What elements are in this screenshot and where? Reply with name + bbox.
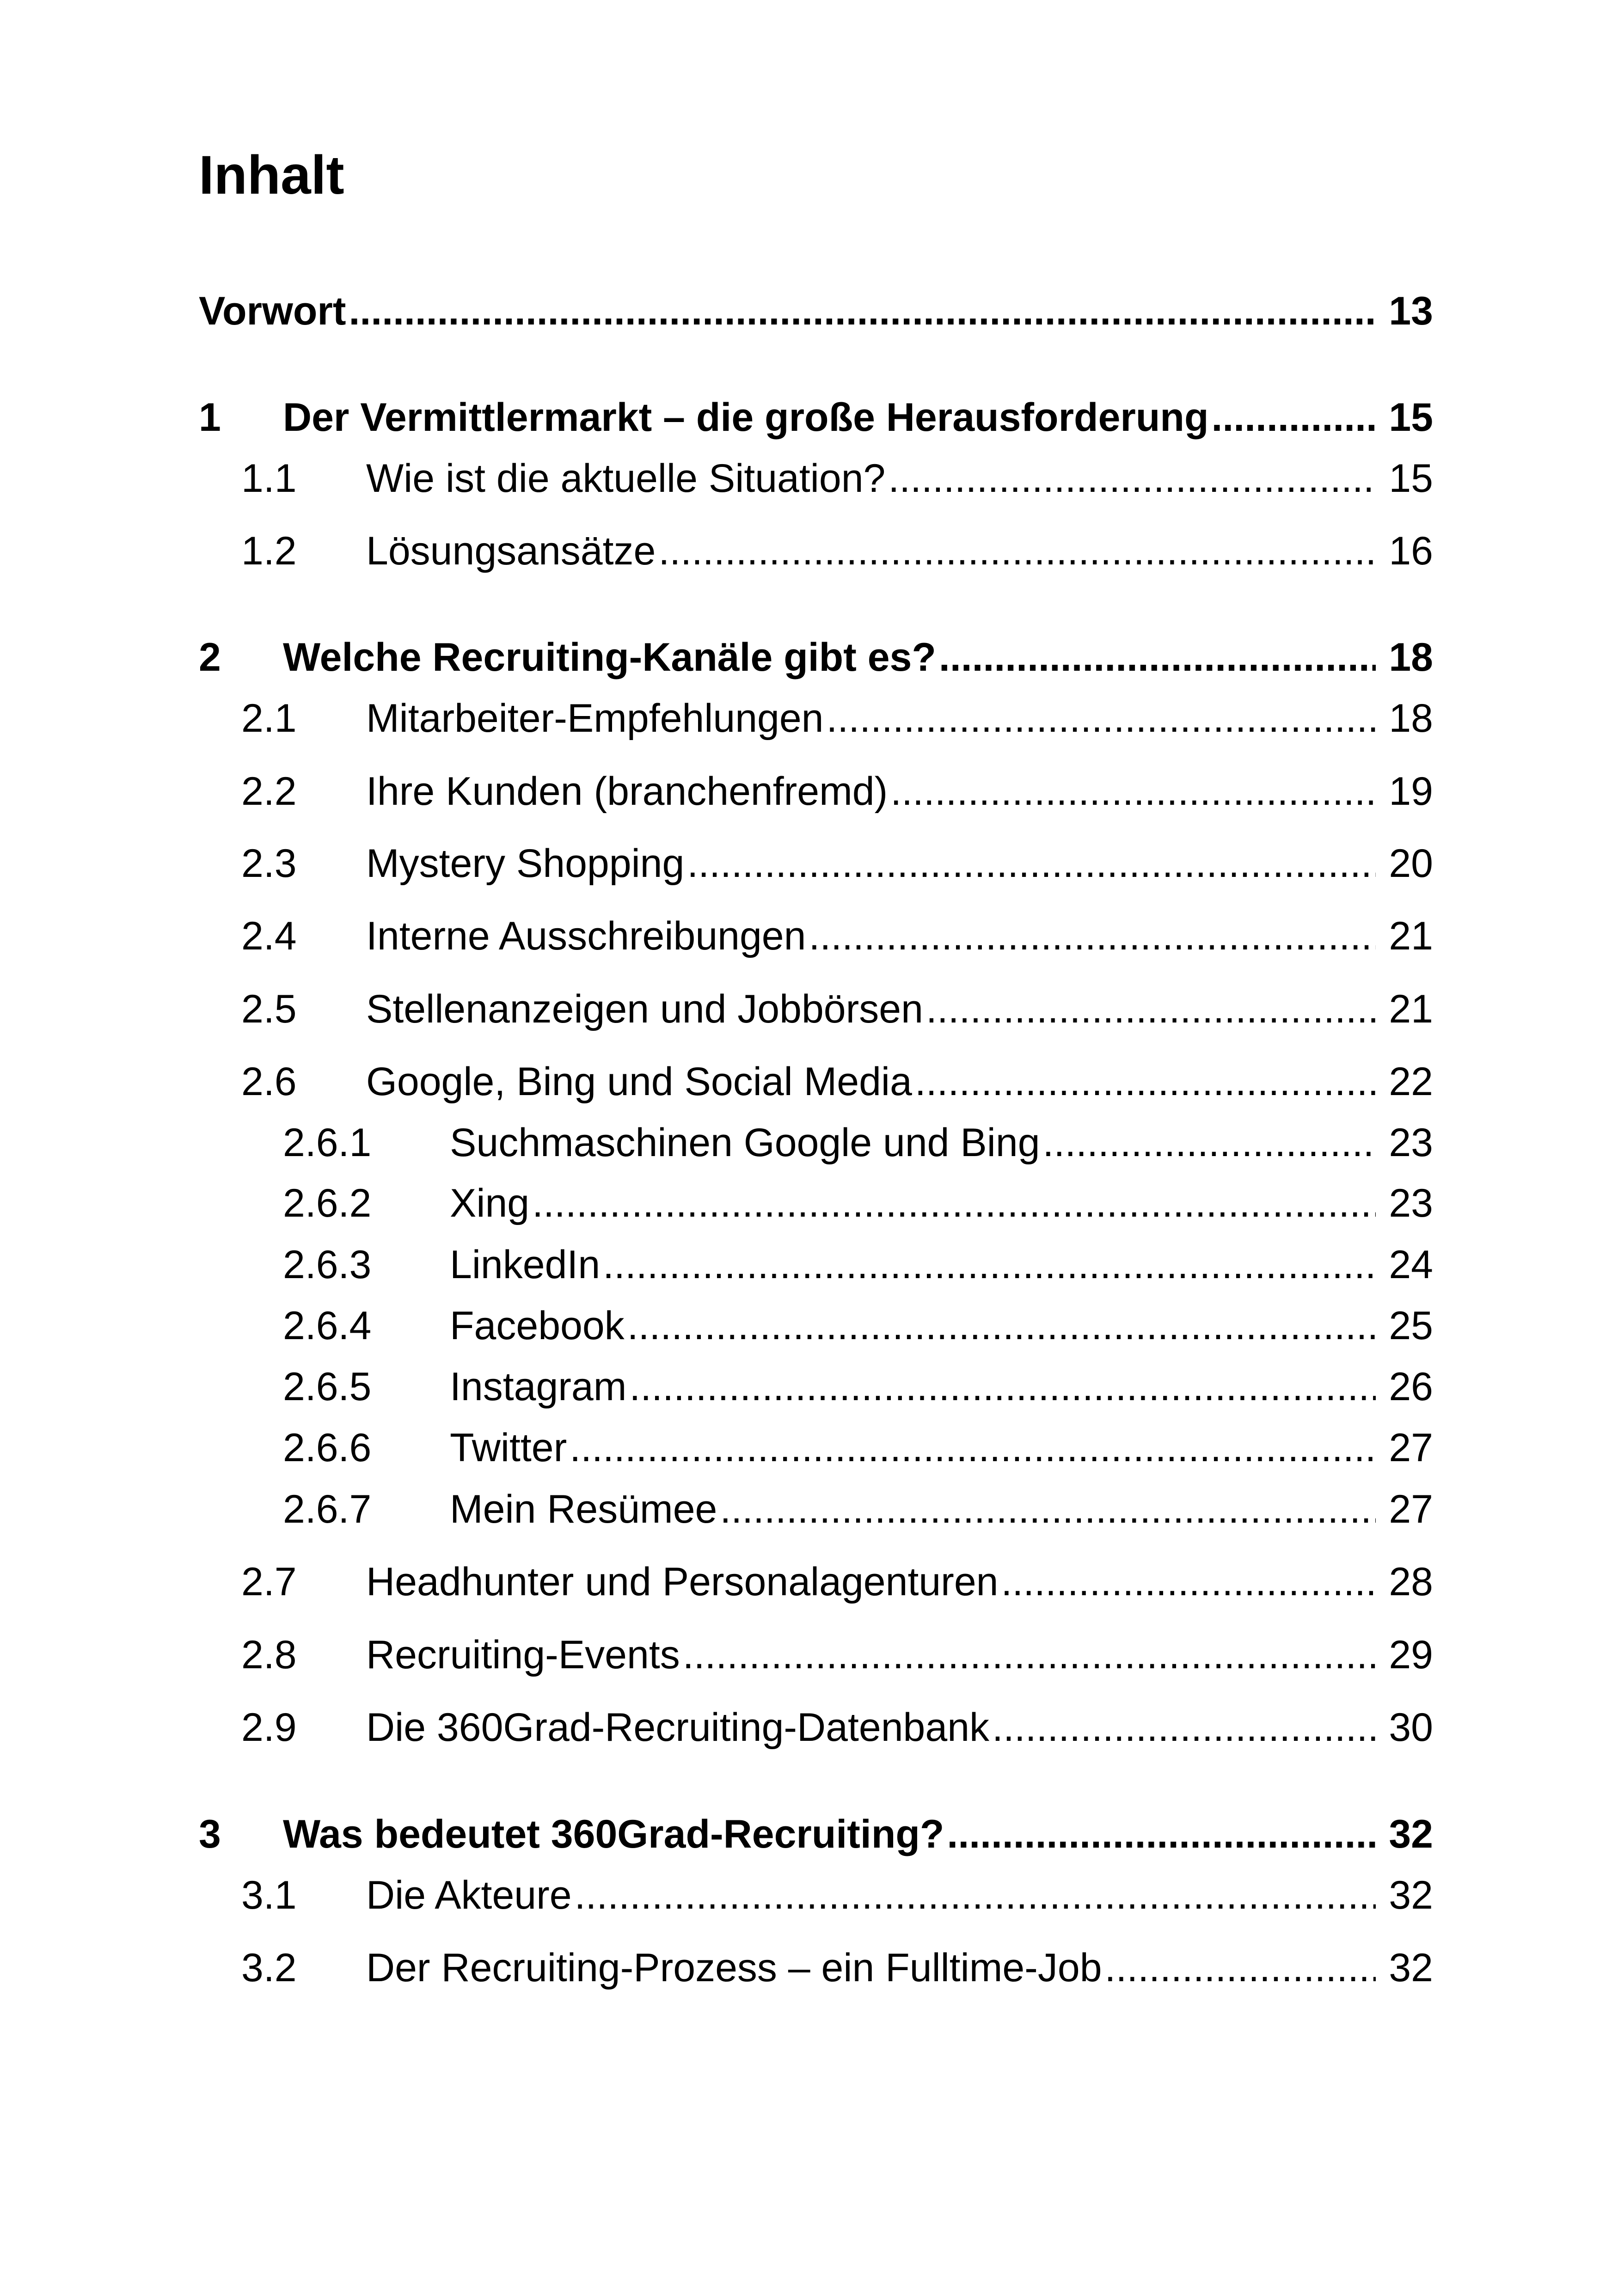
- toc-entry-number: 2: [199, 635, 221, 680]
- toc-page-number: 16: [1389, 529, 1433, 573]
- toc-entry-label: Wie ist die aktuelle Situation?: [366, 456, 886, 501]
- toc-entry-line: [450, 1176, 1433, 1231]
- toc-entry-label: Mystery Shopping: [366, 841, 685, 886]
- toc-page-number: 25: [1389, 1304, 1433, 1348]
- toc-entry-label: Stellenanzeigen und Jobbörsen: [366, 987, 923, 1031]
- toc-page-number: 15: [1389, 395, 1433, 440]
- toc-page-number: 23: [1389, 1181, 1433, 1225]
- toc-entry-number: 2.6.6: [283, 1426, 372, 1470]
- toc-entry-number: 1.2: [241, 529, 297, 573]
- toc-page-number: 19: [1389, 769, 1433, 814]
- toc-entry-line: [283, 630, 1433, 685]
- toc-entry-label: Google, Bing und Social Media: [366, 1059, 912, 1104]
- dot-leader: [890, 764, 1376, 819]
- toc-entry-number: 2.6.5: [283, 1365, 372, 1409]
- toc-entry-line: [283, 1806, 1433, 1862]
- toc-subsection-2-6-7: [0, 1482, 1618, 1537]
- toc-entry-number: 2.6.7: [283, 1487, 372, 1531]
- toc-page-number: 21: [1389, 914, 1433, 958]
- toc-entry-number: 2.6.2: [283, 1181, 372, 1225]
- toc-entry-vorwort: [0, 283, 1618, 339]
- toc-entry-number: 2.7: [241, 1560, 297, 1604]
- toc-entry-number: 2.6.3: [283, 1243, 372, 1287]
- toc-entry-label: Der Recruiting-Prozess – ein Fulltime-Job: [366, 1946, 1102, 1990]
- toc-entry-line: [450, 1359, 1433, 1414]
- toc-entry-number: 2.5: [241, 987, 297, 1031]
- toc-entry-number: 2.1: [241, 696, 297, 741]
- dot-leader: [683, 1627, 1376, 1683]
- dot-leader: [1043, 1115, 1376, 1170]
- toc-section-2-6: [0, 1054, 1618, 1109]
- toc-section-2-8: [0, 1627, 1618, 1683]
- toc-section-2-2: [0, 764, 1618, 819]
- toc-page-number: 18: [1389, 696, 1433, 741]
- toc-entry-line: [199, 283, 1433, 339]
- toc-entry-label: Der Vermittlermarkt – die große Herausforderung: [283, 395, 1209, 440]
- toc-section-2-3: [0, 836, 1618, 891]
- toc-page-number: 32: [1389, 1812, 1433, 1856]
- toc-page-number: 30: [1389, 1705, 1433, 1750]
- toc-subsection-2-6-6: [0, 1420, 1618, 1476]
- toc-entry-line: [366, 1054, 1433, 1109]
- dot-leader: [1001, 1554, 1376, 1610]
- toc-section-3-1: [0, 1867, 1618, 1923]
- toc-page-number: 32: [1389, 1873, 1433, 1917]
- toc-chapter-1: [0, 390, 1618, 445]
- toc-entry-line: [450, 1115, 1433, 1170]
- toc-entry-line: [366, 908, 1433, 964]
- toc-entry-line: [366, 691, 1433, 746]
- toc-entry-label: Lösungsansätze: [366, 529, 656, 573]
- toc-entry-label: Welche Recruiting-Kanäle gibt es?: [283, 635, 936, 680]
- toc-entry-number: 2.6.1: [283, 1120, 372, 1165]
- toc-entry-line: [366, 836, 1433, 891]
- toc-entry-label: LinkedIn: [450, 1243, 601, 1287]
- dot-leader: [629, 1359, 1376, 1414]
- toc-chapter-3: [0, 1806, 1618, 1862]
- dot-leader: [926, 981, 1376, 1037]
- dot-leader: [532, 1176, 1376, 1231]
- toc-entry-line: [450, 1482, 1433, 1537]
- toc-section-2-1: [0, 691, 1618, 746]
- dot-leader: [627, 1298, 1376, 1353]
- toc-entry-line: [366, 1940, 1433, 1996]
- toc-entry-line: [366, 451, 1433, 506]
- toc-entry-number: 2.3: [241, 841, 297, 886]
- toc-page-number: 20: [1389, 841, 1433, 886]
- dot-leader: [720, 1482, 1376, 1537]
- toc-entry-label: Die Akteure: [366, 1873, 572, 1917]
- toc-entry-line: [366, 1627, 1433, 1683]
- toc-entry-number: 2.6: [241, 1059, 297, 1104]
- toc-entry-label: Mein Resümee: [450, 1487, 717, 1531]
- toc-subsection-2-6-4: [0, 1298, 1618, 1353]
- toc-subsection-2-6-2: [0, 1176, 1618, 1231]
- toc-subsection-2-6-1: [0, 1115, 1618, 1170]
- toc-page-number: 27: [1389, 1487, 1433, 1531]
- toc-chapter-2: [0, 630, 1618, 685]
- toc-entry-line: [366, 981, 1433, 1037]
- toc-entry-label: Instagram: [450, 1365, 627, 1409]
- toc-entry-label: Was bedeutet 360Grad-Recruiting?: [283, 1812, 944, 1856]
- toc-entry-line: [366, 1700, 1433, 1755]
- toc-entry-line: [366, 523, 1433, 579]
- dot-leader: [947, 1806, 1376, 1862]
- dot-leader: [658, 523, 1376, 579]
- dot-leader: [603, 1237, 1376, 1292]
- dot-leader: [1105, 1940, 1376, 1996]
- toc-entry-number: 2.4: [241, 914, 297, 958]
- toc-entry-label: Vorwort: [199, 289, 346, 333]
- page-title: Inhalt: [199, 145, 344, 206]
- dot-leader: [1211, 390, 1376, 445]
- toc-entry-line: [366, 1867, 1433, 1923]
- dot-leader: [827, 691, 1376, 746]
- toc-entry-label: Die 360Grad-Recruiting-Datenbank: [366, 1705, 990, 1750]
- toc-entry-label: Recruiting-Events: [366, 1633, 680, 1677]
- toc-page-number: 26: [1389, 1365, 1433, 1409]
- toc-entry-label: Ihre Kunden (branchenfremd): [366, 769, 888, 814]
- toc-section-2-4: [0, 908, 1618, 964]
- toc-entry-number: 1.1: [241, 456, 297, 501]
- toc-page-number: 18: [1389, 635, 1433, 680]
- toc-page-number: 23: [1389, 1120, 1433, 1165]
- toc-entry-number: 2.2: [241, 769, 297, 814]
- toc-entry-line: [366, 764, 1433, 819]
- toc-entry-number: 3: [199, 1812, 221, 1856]
- toc-page-number: 15: [1389, 456, 1433, 501]
- dot-leader: [575, 1867, 1376, 1923]
- toc-entry-number: 2.8: [241, 1633, 297, 1677]
- toc-page-number: 13: [1389, 289, 1433, 333]
- toc-section-3-2: [0, 1940, 1618, 1996]
- toc-page-number: 29: [1389, 1633, 1433, 1677]
- toc-entry-number: 3.1: [241, 1873, 297, 1917]
- dot-leader: [939, 630, 1376, 685]
- dot-leader: [992, 1700, 1376, 1755]
- toc-entry-number: 3.2: [241, 1946, 297, 1990]
- toc-entry-line: [283, 390, 1433, 445]
- toc-entry-line: [450, 1237, 1433, 1292]
- toc-entry-line: [450, 1420, 1433, 1476]
- dot-leader: [570, 1420, 1376, 1476]
- toc-entry-label: Suchmaschinen Google und Bing: [450, 1120, 1040, 1165]
- dot-leader: [349, 283, 1376, 339]
- toc-entry-label: Mitarbeiter-Empfehlungen: [366, 696, 824, 741]
- toc-entry-label: Headhunter und Personalagenturen: [366, 1560, 999, 1604]
- toc-page-number: 22: [1389, 1059, 1433, 1104]
- toc-entry-line: [366, 1554, 1433, 1610]
- toc-entry-number: 1: [199, 395, 221, 440]
- toc-page-number: 27: [1389, 1426, 1433, 1470]
- toc-page-number: 21: [1389, 987, 1433, 1031]
- toc-subsection-2-6-5: [0, 1359, 1618, 1414]
- toc-entry-number: 2.6.4: [283, 1304, 372, 1348]
- toc-section-1-1: [0, 451, 1618, 506]
- toc-section-2-9: [0, 1700, 1618, 1755]
- toc-entry-label: Xing: [450, 1181, 530, 1225]
- toc-page-number: 24: [1389, 1243, 1433, 1287]
- toc-subsection-2-6-3: [0, 1237, 1618, 1292]
- toc-page-number: 28: [1389, 1560, 1433, 1604]
- toc-entry-label: Twitter: [450, 1426, 567, 1470]
- dot-leader: [915, 1054, 1376, 1109]
- toc-page-number: 32: [1389, 1946, 1433, 1990]
- dot-leader: [809, 908, 1376, 964]
- toc-entry-line: [450, 1298, 1433, 1353]
- toc-section-1-2: [0, 523, 1618, 579]
- toc-entry-number: 2.9: [241, 1705, 297, 1750]
- toc-entry-label: Facebook: [450, 1304, 625, 1348]
- toc-entry-label: Interne Ausschreibungen: [366, 914, 806, 958]
- dot-leader: [687, 836, 1376, 891]
- toc-section-2-5: [0, 981, 1618, 1037]
- dot-leader: [888, 451, 1376, 506]
- toc-section-2-7: [0, 1554, 1618, 1610]
